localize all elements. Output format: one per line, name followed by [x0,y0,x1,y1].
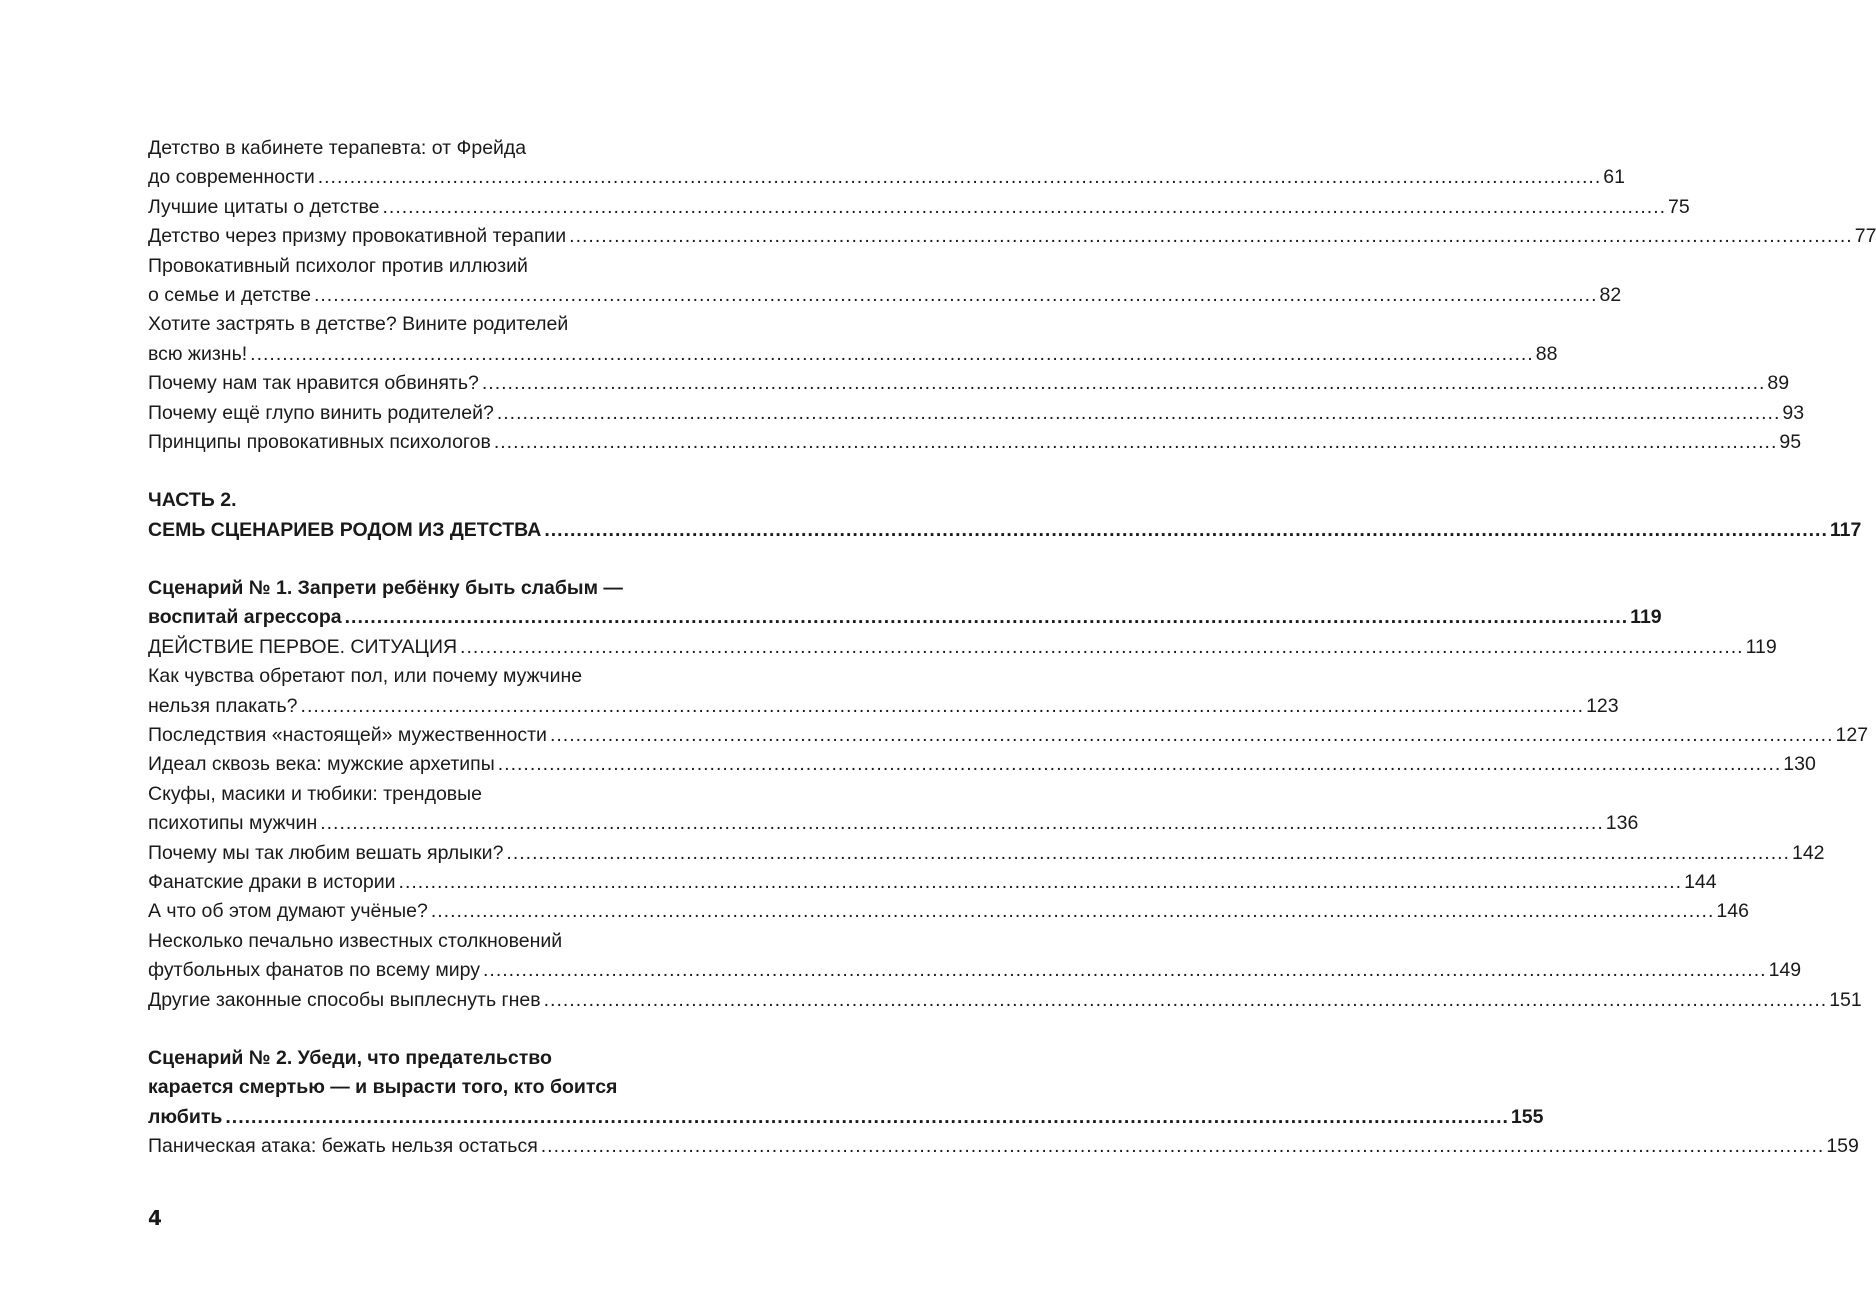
toc-entry-line [148,780,740,809]
dot-leader: ........................................................................................................................................................................................................ [543,988,1828,1011]
toc-entry [148,193,1690,222]
scenario-heading-line [148,1044,740,1073]
dot-leader: ........................................................................................................................................................................................................ [483,959,1767,982]
toc-entry-title: Почему нам так нравится обвинять? [148,372,479,395]
toc-page-number: 144 [1684,870,1717,893]
toc-page-number: 88 [1535,342,1558,365]
toc-page-number: 61 [1603,166,1625,189]
toc-page-number: 136 [1605,812,1639,835]
toc-entry [148,428,1802,457]
toc-entry [148,986,1862,1015]
toc-entry-title: Детство через призму провокативной терапии [148,225,567,248]
scenario-heading-line [148,1073,740,1102]
toc-entry-line [148,134,740,163]
toc-entry [148,281,1622,310]
toc-entry-title: Как чувства обретают пол, или почему мужчине [148,665,583,688]
toc-page-number: 142 [1791,841,1825,864]
dot-leader: ........................................................................................................................................................................................................ [344,606,1629,629]
table-of-contents [148,134,1876,1162]
toc-entry-title: Почему ещё глупо винить родителей? [148,401,494,424]
page-number: 4 [148,1206,162,1230]
scenario-heading: воспитай агрессора [148,606,342,629]
toc-entry [148,809,1639,838]
scenario-heading: любить [148,1105,223,1128]
dot-leader: ........................................................................................................................................................................................................ [398,870,1683,893]
dot-leader: ........................................................................................................................................................................................................ [250,342,1534,365]
toc-entry [148,222,1876,251]
toc-entry [148,633,1777,662]
part-heading-line [148,486,740,515]
toc-page-number: 146 [1716,900,1749,923]
toc-entry [148,340,1558,369]
toc-page-number: 77 [1854,225,1876,248]
scenario-heading-line [148,574,740,603]
dot-leader: ........................................................................................................................................................................................................ [460,635,1744,658]
toc-entry-title: Хотите застрять в детстве? Вините родителей [148,313,569,336]
toc-entry-line [148,252,740,281]
toc-entry [148,399,1805,428]
toc-page-number: 155 [1510,1105,1544,1128]
toc-page-number: 130 [1783,753,1816,776]
toc-entry-title: Лучшие цитаты о детстве [148,195,380,218]
toc-entry [148,163,1625,192]
toc-entry-title: Последствия «настоящей» мужественности [148,724,547,747]
dot-leader: ........................................................................................................................................................................................................ [544,518,1828,541]
toc-page-number: 95 [1779,430,1802,453]
toc-entry-title: Паническая атака: бежать нельзя остаться [148,1135,538,1158]
dot-leader: ........................................................................................................................................................................................................ [382,195,1667,218]
section-spacer [148,457,740,486]
toc-entry [148,750,1816,779]
part-heading: ЧАСТЬ 2. [148,489,237,512]
toc-entry-title: до современности [148,166,315,189]
dot-leader: ........................................................................................................................................................................................................ [317,166,1602,189]
toc-entry [148,721,1869,750]
toc-page-number: 119 [1630,606,1662,629]
toc-page-number: 93 [1782,401,1805,424]
toc-entry [148,692,1619,721]
scenario-heading: карается смертью — и вырасти того, кто боится [148,1076,618,1099]
section-spacer [148,1015,740,1044]
toc-page-number: 119 [1745,635,1777,658]
dot-leader: ........................................................................................................................................................................................................ [497,753,1782,776]
dot-leader: ........................................................................................................................................................................................................ [225,1105,1509,1128]
toc-page-number: 123 [1586,694,1619,717]
toc-entry [148,956,1802,985]
toc-entry-title: Принципы провокативных психологов [148,430,491,453]
toc-page-number: 117 [1829,518,1862,541]
toc-entry-title: Идеал сквозь века: мужские архетипы [148,753,495,776]
dot-leader: ........................................................................................................................................................................................................ [540,1135,1825,1158]
toc-entry-title: психотипы мужчин [148,812,318,835]
toc-entry-title: Детство в кабинете терапевта: от Фрейда [148,137,527,159]
toc-entry-title: Скуфы, масики и тюбики: трендовые [148,782,483,805]
toc-page-number: 149 [1768,959,1802,982]
part-heading-entry [148,516,1862,545]
toc-entry-line [148,310,740,339]
toc-entry-title: Другие законные способы выплеснуть гнев [148,988,541,1011]
dot-leader: ........................................................................................................................................................................................................ [569,225,1853,248]
toc-entry-title: ДЕЙСТВИЕ ПЕРВОЕ. СИТУАЦИЯ [148,635,458,658]
part-heading-title: СЕМЬ СЦЕНАРИЕВ РОДОМ ИЗ ДЕТСТВА [148,518,542,541]
toc-entry-line [148,927,740,956]
scenario-heading: Сценарий № 1. Запрети ребёнку быть слабым — [148,577,623,600]
dot-leader: ........................................................................................................................................................................................................ [481,372,1766,395]
dot-leader: ........................................................................................................................................................................................................ [496,401,1781,424]
toc-page-number: 89 [1767,372,1790,395]
toc-entry [148,897,1749,926]
toc-entry-title: нельзя плакать? [148,694,298,717]
dot-leader: ........................................................................................................................................................................................................ [430,900,1715,923]
toc-page-number: 75 [1668,195,1690,218]
dot-leader: ........................................................................................................................................................................................................ [300,694,1585,717]
toc-entry [148,369,1790,398]
dot-leader: ........................................................................................................................................................................................................ [549,724,1834,747]
toc-entry-title: Несколько печально известных столкновений [148,929,563,952]
toc-entry-title: Фанатские драки в истории [148,870,396,893]
dot-leader: ........................................................................................................................................................................................................ [506,841,1790,864]
toc-entry [148,868,1717,897]
toc-entry-title: футбольных фанатов по всему миру [148,959,481,982]
scenario-heading-entry [148,603,1662,632]
toc-entry-line [148,662,740,691]
dot-leader: ........................................................................................................................................................................................................ [493,430,1778,453]
toc-page-number: 127 [1835,724,1869,747]
scenario-heading-entry [148,1103,1544,1132]
toc-page-number: 82 [1599,283,1622,306]
toc-page-number: 159 [1826,1135,1859,1158]
toc-entry [148,1132,1859,1161]
toc-entry-title: Почему мы так любим вешать ярлыки? [148,841,504,864]
toc-entry [148,839,1825,868]
toc-page-number: 151 [1829,988,1862,1011]
toc-entry-title: Провокативный психолог против иллюзий [148,254,528,277]
toc-entry-title: о семье и детстве [148,283,311,306]
scenario-heading: Сценарий № 2. Убеди, что предательство [148,1046,552,1069]
dot-leader: ........................................................................................................................................................................................................ [313,283,1598,306]
section-spacer [148,545,740,574]
toc-entry-title: А что об этом думают учёные? [148,900,428,923]
toc-entry-title: всю жизнь! [148,342,248,365]
dot-leader: ........................................................................................................................................................................................................ [320,812,1604,835]
